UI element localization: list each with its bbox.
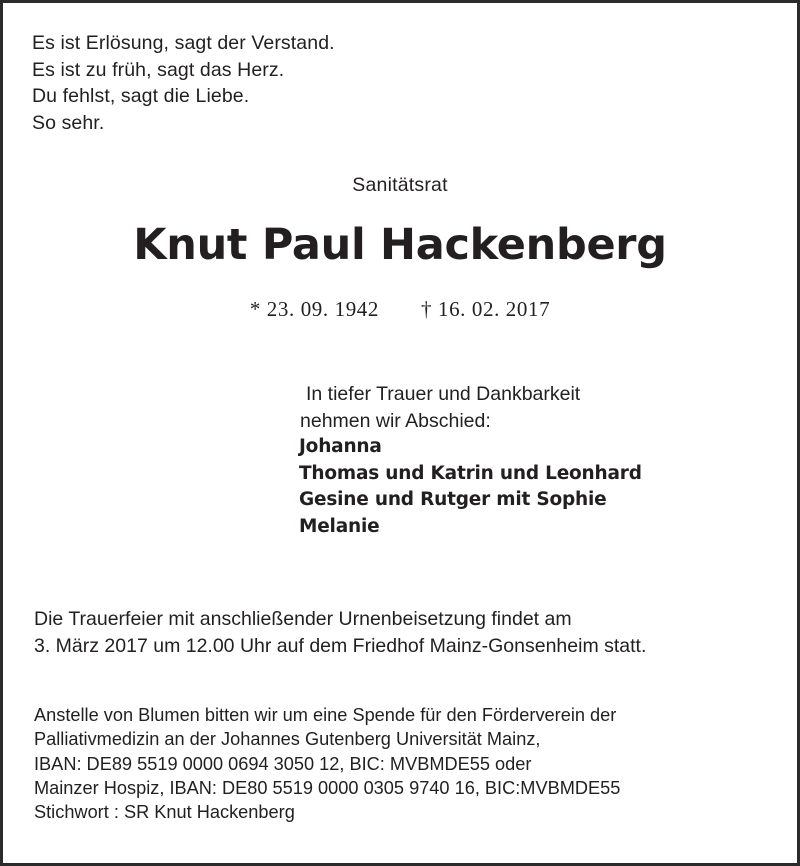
death-cross-icon: † <box>421 297 433 321</box>
death-date: 16. 02. 2017 <box>437 297 551 321</box>
service-line: Die Trauerfeier mit anschließender Urnenbeisetzung findet am <box>34 608 572 630</box>
mourner-name: Melanie <box>299 515 380 537</box>
donation-iban-line: IBAN: DE89 5519 0000 0694 3050 12, BIC: MVBMDE55 oder <box>34 753 532 774</box>
poem-line: Es ist zu früh, sagt das Herz. <box>32 58 285 81</box>
birth-star-icon: * <box>249 297 261 321</box>
mourner-name: Thomas und Katrin und Leonhard <box>299 462 642 484</box>
epitaph-poem <box>32 30 632 136</box>
mourner-name: Johanna <box>299 436 382 457</box>
mourners-intro-line: In tiefer Trauer und Dankbarkeit <box>306 383 581 405</box>
deceased-honorific: Sanitätsrat <box>352 174 448 196</box>
mourner-name: Gesine und Rutger mit Sophie <box>299 489 607 510</box>
notice-content <box>3 3 797 863</box>
mourners-intro-line: nehmen wir Abschied: <box>300 409 491 432</box>
death-date-group <box>421 297 550 321</box>
birth-date: 23. 09. 1942 <box>266 297 379 321</box>
poem-line: Du fehlst, sagt die Liebe. <box>32 85 250 107</box>
life-dates <box>3 296 797 322</box>
funeral-service-info <box>34 606 774 660</box>
service-line: 3. März 2017 um 12.00 Uhr auf dem Friedhof Mainz-Gonsenheim statt. <box>34 635 647 657</box>
poem-line: Es ist Erlösung, sagt der Verstand. <box>32 32 335 54</box>
birth-date-group <box>250 297 379 321</box>
mourners-block <box>299 381 719 540</box>
donation-line: Anstelle von Blumen bitten wir um eine Spende für den Förderverein der <box>34 705 617 725</box>
donation-info <box>34 703 779 824</box>
donation-reference-line: Stichwort : SR Knut Hackenberg <box>34 802 295 823</box>
deceased-name: Knut Paul Hackenberg <box>133 220 667 270</box>
donation-iban-line: Mainzer Hospiz, IBAN: DE80 5519 0000 0305 9740 16, BIC:MVBMDE55 <box>34 777 621 798</box>
poem-line: So sehr. <box>32 111 105 134</box>
donation-line: Palliativmedizin an der Johannes Gutenberg Universität Mainz, <box>34 729 541 750</box>
